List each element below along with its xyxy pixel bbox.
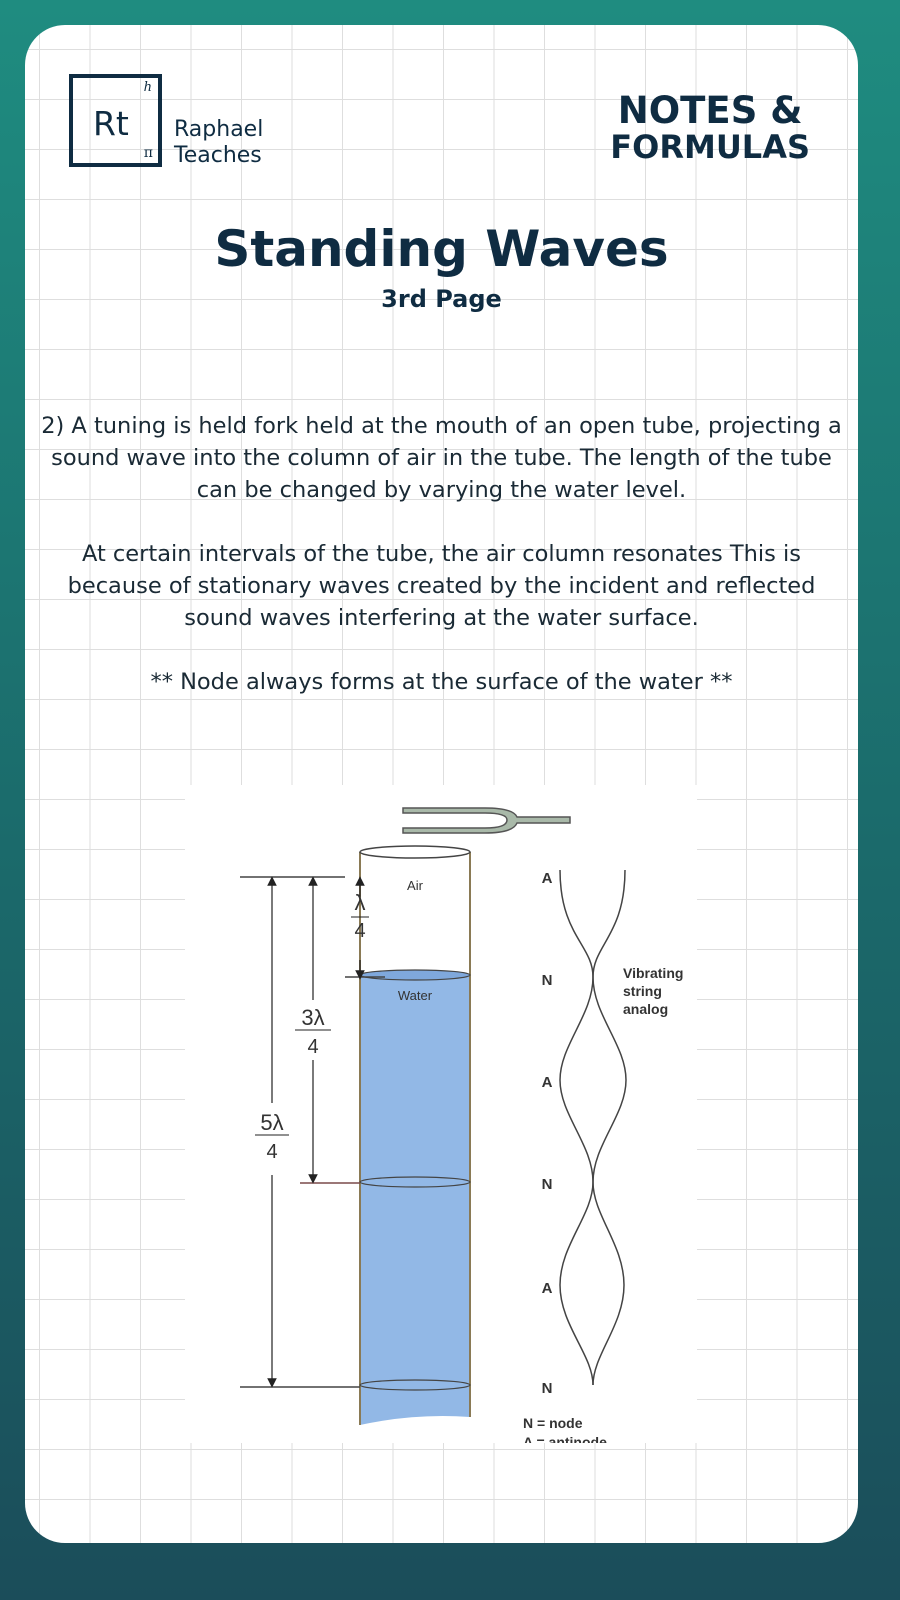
brand-line1: Raphael [174,117,264,142]
marker-antinode: A [541,1280,553,1297]
logo-letters: Rt [93,104,129,143]
string-label: Vibrating [623,965,684,981]
marker-node: N [541,972,553,989]
water-label: Water [397,988,433,1003]
marker-node: N [541,1176,553,1193]
legend-antinode: A = antinode [523,1434,607,1443]
water-column [360,975,470,1425]
badge-line1: NOTES & [617,89,803,132]
logo-superscript: h [143,80,152,95]
logo [69,74,162,167]
body-text [35,410,848,730]
paragraph: At certain intervals of the tube, the air column resonates This is because of stationary waves created by the incident and reflected sound waves interfering at the water surface. [67,541,816,631]
marker-antinode: A [541,870,553,887]
string-label: analog [623,1001,669,1017]
notes-badge [610,89,810,166]
dim-quarter-den: 4 [354,920,366,942]
page-subtitle: 3rd Page [381,285,502,313]
logo-subscript: π [143,145,153,161]
dim-three-quarter-num: 3λ [301,1005,325,1030]
string-wave [560,870,593,1385]
dim-quarter-num: λ [354,890,366,915]
brand-name [174,117,263,169]
brand-line2: Teaches [174,143,262,168]
page-title: Standing Waves [214,220,669,278]
marker-node: N [541,1380,553,1397]
legend-node: N = node [523,1415,583,1431]
note-card [25,25,858,1543]
badge-line2: FORMULAS [610,128,810,166]
marker-antinode: A [541,1074,553,1091]
paragraph: 2) A tuning is held fork held at the mouth of an open tube, projecting a sound wave into the column of air in the tube. The length of the tube can be changed by varying the water level. [41,413,842,503]
string-label: string [623,983,662,999]
resonance-tube-diagram [185,785,697,1443]
string-wave [593,870,626,1385]
dim-five-quarter-den: 4 [266,1141,278,1163]
tuning-fork-icon [403,808,570,833]
dim-five-quarter-num: 5λ [260,1110,284,1135]
paragraph: ** Node always forms at the surface of the water ** [150,669,733,695]
air-label: Air [407,878,423,893]
dim-three-quarter-den: 4 [307,1036,319,1058]
